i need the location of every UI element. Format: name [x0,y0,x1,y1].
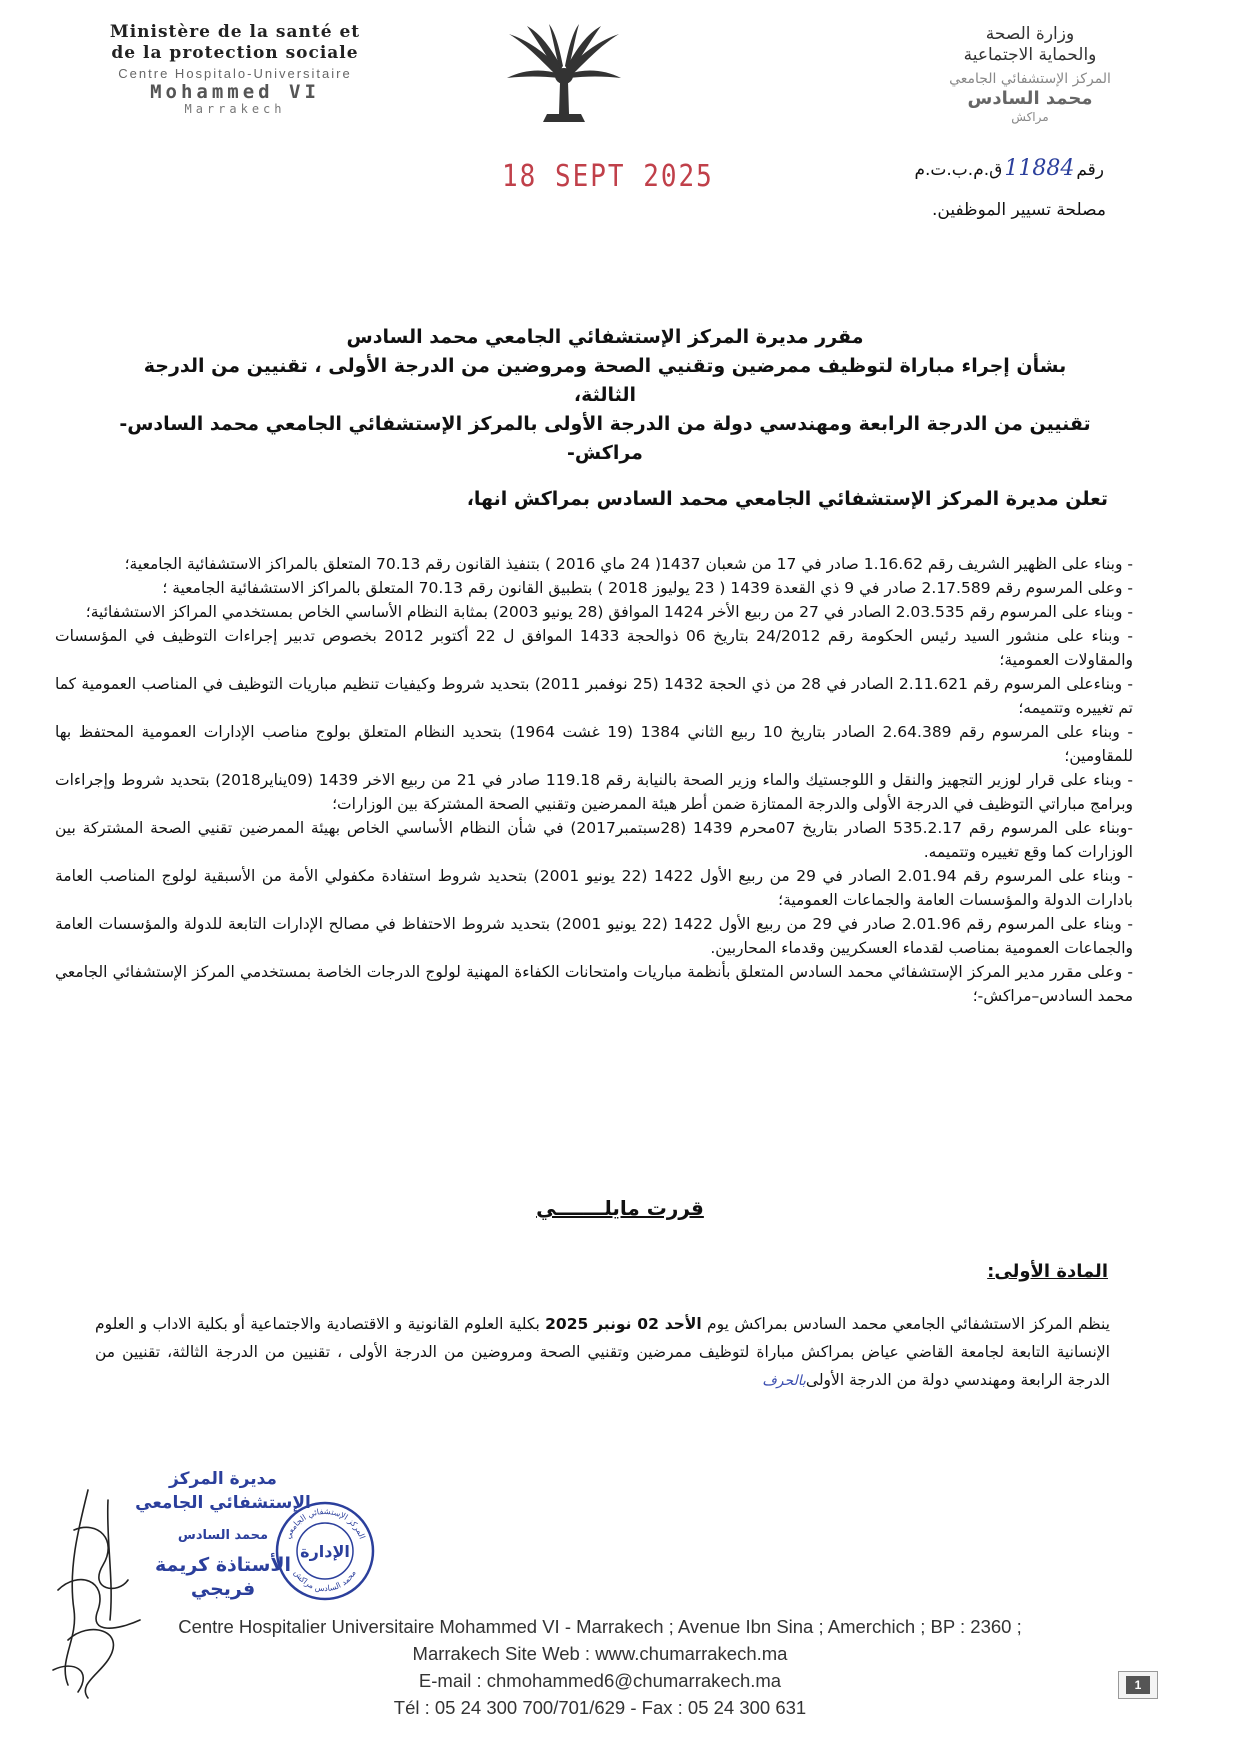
signatory-center: محمد السادس [177,1528,269,1543]
reference-number: 11884 [1004,156,1075,181]
article-1-title: المادة الأولى: [987,1261,1108,1282]
header-french [40,22,430,116]
page-number: 1 [1126,1676,1150,1694]
official-seal-icon [274,1500,376,1602]
consideration-item: - وعلى المرسوم رقم 2.17.589 صادر في 9 ذي القعدة 1439 ( 23 يوليوز 2018 ) بتطبيق القانون رقم 70.13 المتعلق بالمراكز الاستشفائية الجامعية ؛ [162,579,1133,597]
emblem-icon [505,22,623,127]
center-fr: Centre Hospitalo-Universitaire [118,66,352,81]
consideration-item: - وعلى مقرر مدير المركز الإستشفائي محمد السادس المتعلق بأنظمة مباريات وامتحانات الكفاءة المهنية لولوج الدرجات الخاصة بمستخدمي المركز الإستشفائي الجامعي محمد السادس–مراكش-؛ [55,963,1133,1005]
date-stamp: 18 SEPT 2025 [502,159,714,195]
center-ar: المركز الإستشفائي الجامعي [949,71,1111,87]
title-line2: بشأن إجراء مباراة لتوظيف ممرضين وتقنيي الصحة ومروضين من الدرجة الأولى ، تقنيين من الدرجة الثالثة، [143,355,1067,406]
footer-website: Marrakech Site Web : www.chumarrakech.ma [412,1643,788,1664]
seal-center-text: الإدارة [300,1542,350,1561]
ministry-fr-line2: de la protection sociale [111,43,359,63]
ministry-fr-line1: Ministère de la santé et [109,22,361,42]
consideration-item: - وبناء على الظهير الشريف رقم 1.16.62 صادر في 17 من شعبان 1437( 24 ماي 2016 ) بتنفيذ القانون رقم 70.13 المتعلق بالمراكز الاستشفائية الجامعية؛ [124,555,1133,573]
footer-address: Centre Hospitalier Universitaire Mohammed VI - Marrakech ; Avenue Ibn Sina ; Amerchich ; BP : 2360 ; [178,1616,1022,1637]
consideration-item: - وبناء على المرسوم رقم 2.01.96 صادر في 29 من ربيع الأول 1422 (22 يونيو 2001) بتحديد شروط الاحتفاظ في مصالح الإدارات التابعة للدولة والمؤسسات العامة والجماعات العمومية بمناصب لقدماء العسكريين وقدماء المحاربين. [55,915,1133,957]
footer-contact [110,1613,1090,1721]
city-ar: مراكش [1011,110,1049,124]
title-line3: تقنيين من الدرجة الرابعة ومهندسي دولة من الدرجة الأولى بالمركز الإستشفائي الجامعي محمد السادس- [119,413,1091,435]
title-line4: مراكش- [567,442,643,464]
consideration-item: - وبناء على قرار لوزير التجهيز والنقل و اللوجستيك والماء وزير الصحة بالنيابة رقم 119.18 صادر في 21 من ربيع الاخر 1439 (09يناير2018) بتحديد شروط وإجراءات وبرامج مباراتي التوظيف في الدرجة الأولى والدرجة الممتازة ضمن أطر هيئة الممرضين وتقنيي الصحة المشتركة بين الوزارات؛ [55,771,1133,813]
svg-text:محمد السادس مراكش [292,1568,358,1593]
ministry-ar-line2: والحماية الاجتماعية [963,45,1097,65]
service-name: مصلحة تسيير الموظفين. [931,200,1106,220]
footer-phone: Tél : 05 24 300 700/701/629 - Fax : 05 24 300 631 [393,1697,807,1718]
decision-title [110,323,1100,468]
center-name-ar: محمد السادس [967,88,1093,109]
consideration-item: - وبناء على المرسوم رقم 2.03.535 الصادر في 27 من ربيع الأخر 1424 الموافق (28 يونيو 2003) بمثابة النظام الأساسي الخاص بمستخدمي المراكز الاستشفائية؛ [85,603,1133,621]
title-line1: مقرر مديرة المركز الإستشفائي الجامعي محمد السادس [346,326,864,348]
article-1-body [95,1310,1110,1395]
article-text-part2: بكلية العلوم القانونية و الاقتصادية والاجتماعية أو بكلية الاداب و العلوم الإنسانية التابعة لجامعة القاضي عياض بمراكش مباراة لتوظيف ممرضين وتقنيي الصحة ومروضين من الدرجة الأولى ، تقنيين من الدرجة الثالثة، تقنيين من الدرجة الرابعة ومهندسي دولة من الدرجة الأولى [95,1315,1110,1389]
footer-email: E-mail : chmohammed6@chumarrakech.ma [418,1670,782,1691]
reference-prefix: رقم [1076,160,1104,180]
center-name-fr: Mohammed VI [150,81,320,103]
city-fr: Marrakech [184,102,286,116]
signatory-title: مديرة المركز الإستشفائي الجامعي [135,1469,311,1513]
handwritten-paraph: ﺑﺎﻟﺤﺮﻑ [762,1373,806,1389]
seal-ring-bottom: محمد السادس مراكش [292,1568,358,1594]
reference-line [914,156,1104,181]
considerations-list [55,552,1133,1008]
decided-heading: قررت مايلـــــــي [536,1196,704,1220]
consideration-item: - وبناء على منشور السيد رئيس الحكومة رقم 24/2012 بتاريخ 06 ذوالحجة 1433 الموافق ل 22 أكتوبر 2012 بخصوص تدبير إجراءات التوظيف في المؤسسات والمقاولات العمومية؛ [55,627,1134,669]
exam-date: الأحد 02 نونبر 2025 [545,1315,702,1333]
consideration-item: -وبناء على المرسوم رقم 535.2.17 الصادر بتاريخ 07محرم 1439 (28سبتمبر2017) في شأن النظام الأساسي الخاص بهيئة الممرضين تقنيي الصحة المشتركة بين الوزارات كما وقع تغييره وتتميمه. [55,819,1133,861]
seal-ring-top: المركز الإستشفائي الجامعي [283,1506,367,1541]
article-text-part1: ينظم المركز الاستشفائي الجامعي محمد السادس بمراكش يوم [701,1315,1110,1333]
consideration-item: - وبناء على المرسوم رقم 2.01.94 الصادر في 29 من ربيع الأول 1422 (22 يونيو 2001) بتحديد شروط استفادة مكفولي الأمة من الأسبقية لولوج المناصب العامة بادارات الدولة والمؤسسات العامة والجماعات العمومية؛ [55,867,1133,909]
consideration-item: - وبناءعلى المرسوم رقم 2.11.621 الصادر في 28 من ذي الحجة 1432 (25 نوفمبر 2011) بتحديد شروط وكيفيات تنظيم مباريات التوظيف في المناصب العمومية كما تم تغييره وتتميمه؛ [55,675,1133,717]
signatory-name: الأستاذة كريمة فريجي [154,1554,292,1600]
page-number-box [1118,1671,1158,1699]
announcement: تعلن مديرة المركز الإستشفائي الجامعي محمد السادس بمراكش انها، [466,488,1108,510]
header-arabic [850,24,1210,124]
consideration-item: - وبناء على المرسوم رقم 2.64.389 الصادر بتاريخ 10 ربيع الثاني 1384 (19 غشت 1964) بتحديد النظام المتعلق بولوج مناصب الإدارات العمومية المحتفظ بها للمقاومين؛ [55,723,1133,765]
ministry-ar-line1: وزارة الصحة [985,24,1075,44]
reference-suffix: ق.م.ب.ت.م [914,160,1003,180]
